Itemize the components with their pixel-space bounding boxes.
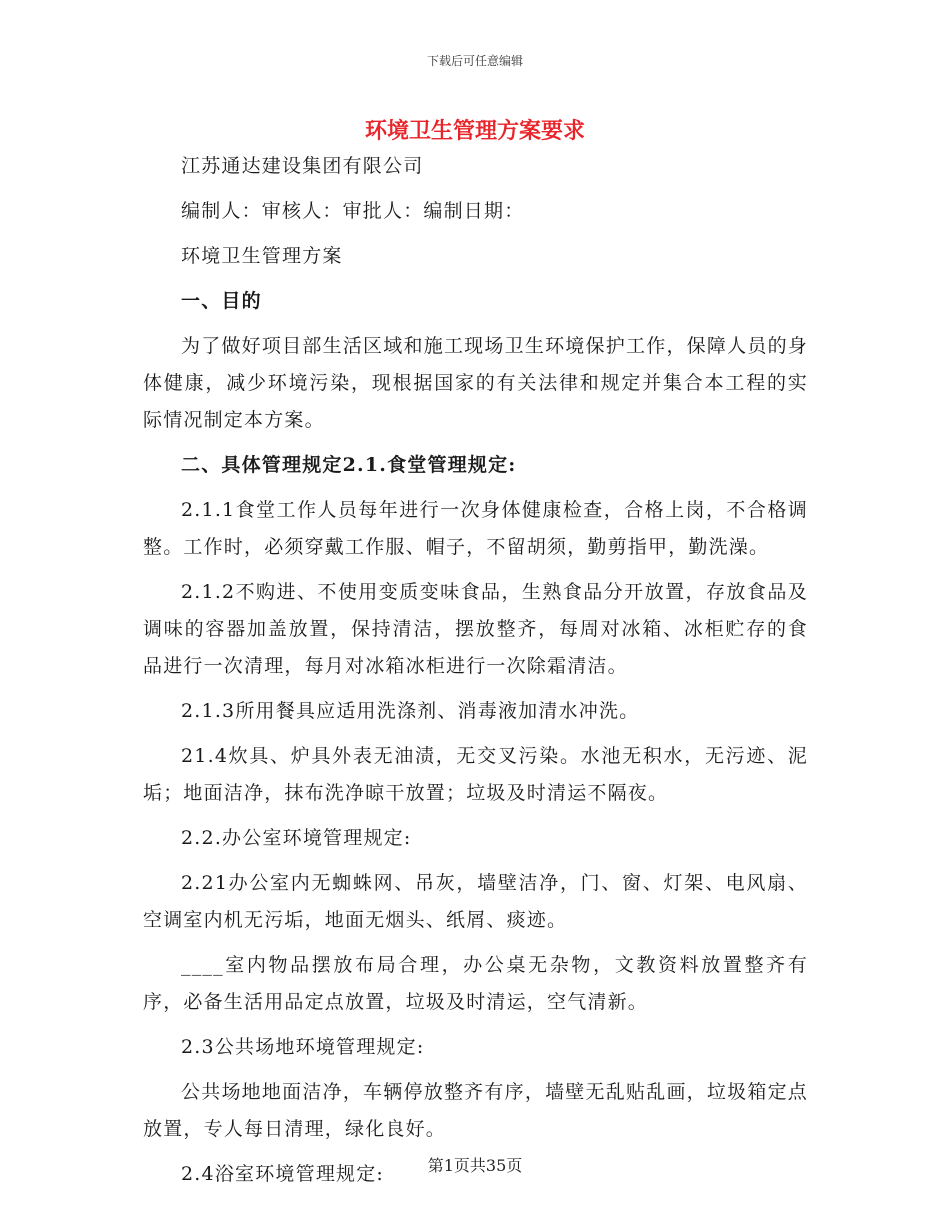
paragraph-purpose: 为了做好项目部生活区域和施工现场卫生环境保护工作，保障人员的身体健康，减少环境污染，现根据国家的有关法律和规定并集合本工程的实际情况制定本方案。 xyxy=(143,335,808,431)
page-header-note: 下载后可任意编辑 xyxy=(426,54,523,68)
paragraph-2-2-1: 2.21办公室内无蜘蛛网、吊灰，墙壁洁净，门、窗、灯架、电风扇、空调室内机无污垢，地面无烟头、纸屑、痰迹。 xyxy=(143,872,808,931)
paragraph-public-area: 公共场地地面洁净，车辆停放整齐有序，墙壁无乱贴乱画，垃圾箱定点放置，专人每日清理，绿化良好。 xyxy=(143,1081,808,1140)
paragraph-2-2: 2.2.办公室环境管理规定: xyxy=(181,827,412,849)
paragraph-2-1-2: 2.1.2不购进、不使用变质变味食品，生熟食品分开放置，存放食品及调味的容器加盖放置，保持清洁，摆放整齐，每周对冰箱、冰柜贮存的食品进行一次清理，每月对冰箱冰柜进行一次除霜清洁。 xyxy=(143,581,808,677)
document-title: 环境卫生管理方案要求 xyxy=(364,119,585,144)
page-number: 第1页共35页 xyxy=(427,1156,523,1175)
plan-name: 环境卫生管理方案 xyxy=(181,245,343,267)
paragraph-2-1-4: 21.4炊具、炉具外表无油渍，无交叉污染。水池无积水，无污迹、泥垢；地面洁净，抹布洗净晾干放置；垃圾及时清运不隔夜。 xyxy=(143,745,808,804)
paragraph-office-items: ____室内物品摆放布局合理，办公桌无杂物，文教资料放置整齐有序，必备生活用品定点放置，垃圾及时清运，空气清新。 xyxy=(143,954,808,1013)
signoff-line: 编制人：审核人：审批人：编制日期： xyxy=(181,200,525,222)
section-heading-purpose: 一、目的 xyxy=(181,290,262,312)
paragraph-2-1-3: 2.1.3所用餐具应适用洗涤剂、消毒液加清水冲洗。 xyxy=(181,700,640,722)
section-heading-rules: 二、具体管理规定2.1.食堂管理规定: xyxy=(181,454,517,476)
document-body xyxy=(143,148,808,1201)
paragraph-2-1-1: 2.1.1食堂工作人员每年进行一次身体健康检查，合格上岗，不合格调整。工作时，必须穿戴工作服、帽子，不留胡须，勤剪指甲，勤洗澡。 xyxy=(143,499,808,558)
paragraph-2-3: 2.3公共场地环境管理规定: xyxy=(181,1036,425,1058)
paragraph-2-4: 2.4浴室环境管理规定: xyxy=(181,1163,385,1185)
company-name: 江苏通达建设集团有限公司 xyxy=(181,155,424,177)
